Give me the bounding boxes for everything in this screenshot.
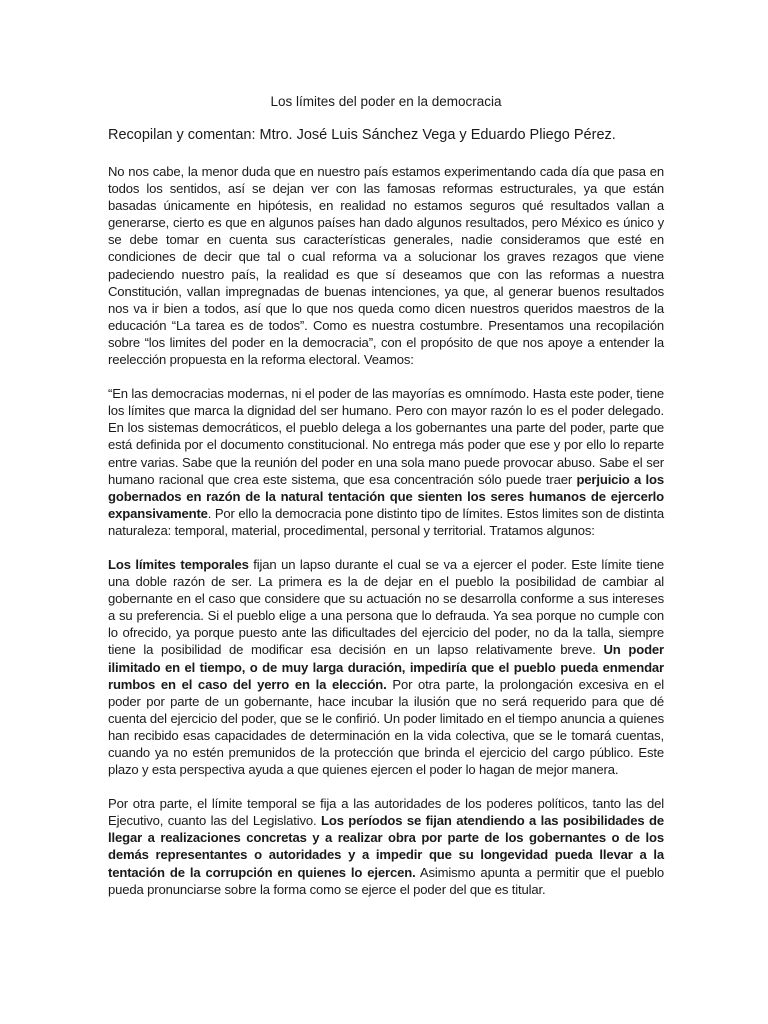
- quote-bold-text: perjuicio a los gobernados en razón de la natural tentación que sienten los seres humanos de ejercerlo expansivamente: [108, 471, 665, 521]
- temporal-limits-paragraph: [108, 556, 664, 778]
- quote-text-start: “En las democracias modernas, ni el poder de las mayorías es omnímodo. Hasta este poder, tiene los límites que marca la dignidad del ser humano. Pero con mayor razón lo es el poder delegado. En los sistemas democráticos, el pueblo delega a los gobernantes una parte del poder, parte que está definida por el documento constitucional. No entrega más poder que ese y por ello lo reparte entre varias. Sabe que la reunión del poder en una sola mano puede provocar abuso. Sabe el ser humano racional que crea este sistema, que esa concentración sólo puede traer: [108, 386, 664, 487]
- document-title: Los límites del poder en la democracia: [270, 94, 502, 109]
- temporal-limits-bold: Un poder ilimitado en el tiempo, o de muy larga duración, impediría que el pueblo pueda enmendar rumbos en el caso del yerro en la elección.: [108, 642, 665, 692]
- temporal-limits-text-1: fijan un lapso durante el cual se va a ejercer el poder. Este límite tiene una doble razón de ser. La primera es la de dejar en el pueblo la posibilidad de cambiar al gobernante en el caso que considere que su actuación no se desarrolla conforme a sus intereses a su preferencia. Si el pueblo elige a una persona que lo defrauda. Ya sea porque no cumple con lo ofrecido, ya porque puesto ante las dificultades del ejercicio del poder, no da la talla, siempre tiene la posibilidad de modificar esa decisión en un lapso relativamente breve.: [108, 556, 664, 658]
- intro-text: No nos cabe, la menor duda que en nuestro país estamos experimentando cada día que pasa en todos los sentidos, así se dejan ver con las famosas reformas estructurales, ya que están basadas únicamente en hipótesis, en realidad no estamos seguros qué resultados vallan a generarse, cierto es que en algunos países han dado algunos resultados, pero México es único y se debe tomar en cuenta sus características generales, nadie consideramos que esté en condiciones de decir que tal o cual reforma va a solucionar los graves rezagos que viene padeciendo nuestro país, la realidad es que sí deseamos que con las reformas a nuestra Constitución, vallan impregnadas de buenas intenciones, ya que, al generar buenos resultados nos va ir bien a todos, así que lo que nos queda como dicen nuestros queridos maestros de la educación “La tarea es de todos”. Como es nuestra costumbre. Presentamos una recopilación sobre “los limites del poder en la democracia”, con el propósito de que nos apoye a entender la reelección propuesta en la reforma electoral. Veamos:: [108, 164, 664, 368]
- periods-text-1: Por otra parte, el límite temporal se fija a las autoridades de los poderes políticos, tanto las del Ejecutivo, cuanto las del Legislativo.: [108, 796, 664, 829]
- intro-paragraph: [108, 163, 664, 368]
- quote-paragraph: [108, 385, 664, 539]
- periods-paragraph: [108, 795, 664, 898]
- periods-text-2: Asimismo apunta a permitir que el pueblo pueda pronunciarse sobre la forma como se ejerce el poder del que es titular.: [108, 864, 664, 897]
- temporal-limits-text-2: Por otra parte, la prolongación excesiva en el poder por parte de un gobernante, hace incubar la ilusión que no será requerido para que dé cuenta del ejercicio del poder, que se le confirió. Un poder limitado en el tiempo anuncia a quienes han recibido esas capacidades de determinación en la vida colectiva, que se le tomará cuentas, cuando ya no estén premunidos de la protección que brinda el ejercicio del cargo público. Este plazo y esta perspectiva ayuda a que quienes ejercen el poder lo hagan de mejor manera.: [108, 676, 664, 778]
- temporal-limits-heading: Los límites temporales: [108, 556, 249, 572]
- periods-bold: Los períodos se fijan atendiendo a las posibilidades de llegar a realizaciones concretas y a realizar obra por parte de los gobernantes o de los demás representantes o autoridades y a impedir que su longevidad pueda llevar a la tentación de la corrupción en quienes lo ejercen.: [108, 813, 664, 880]
- quote-text-end: . Por ello la democracia pone distinto tipo de límites. Estos limites son de distinta naturaleza: temporal, material, procedimental, personal y territorial. Tratamos algunos:: [108, 505, 664, 538]
- document-byline: Recopilan y comentan: Mtro. José Luis Sánchez Vega y Eduardo Pliego Pérez.: [108, 127, 616, 143]
